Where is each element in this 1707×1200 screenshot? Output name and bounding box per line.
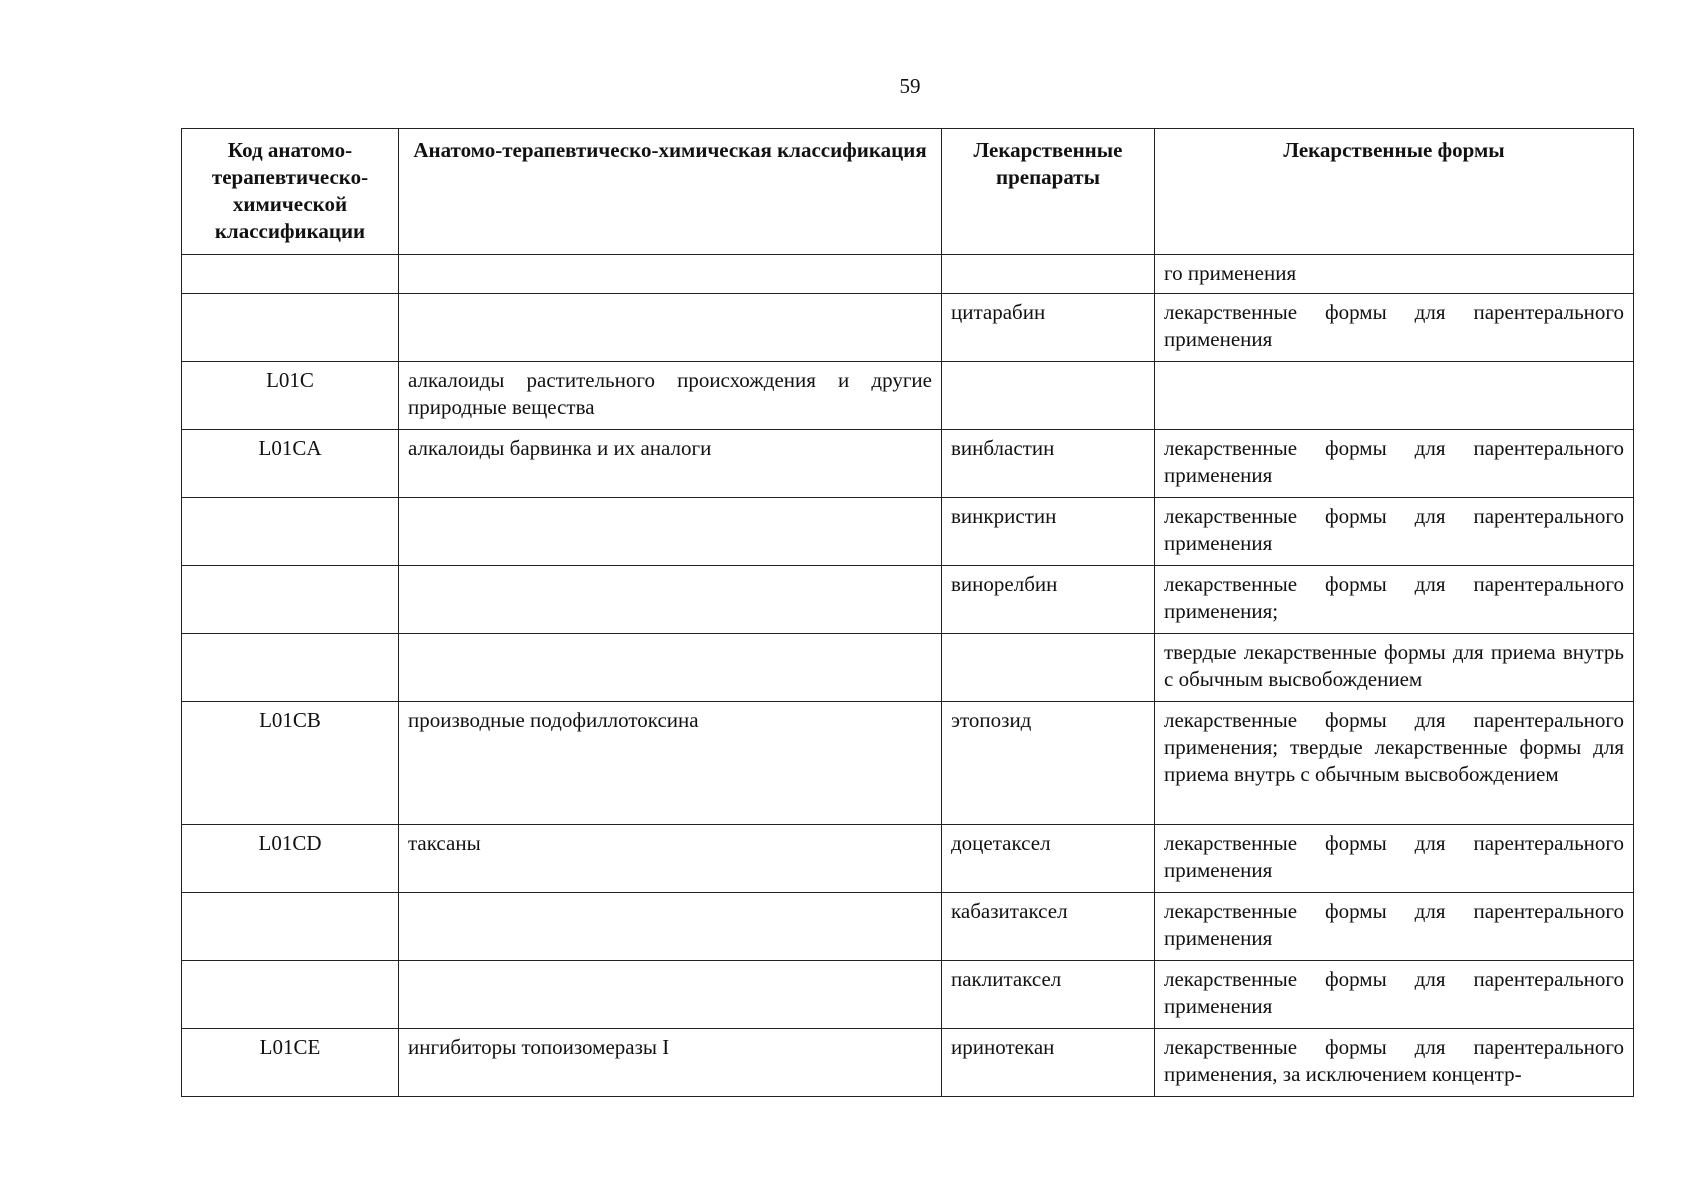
table-row [182,430,1634,498]
cell-classification [399,498,942,566]
cell-code [182,498,399,566]
cell-code [182,566,399,634]
cell-classification [399,893,942,961]
cell-code: L01C [182,362,399,430]
cell-drug [942,255,1155,294]
cell-form: лекарственные формы для парентерального применения; твердые лекарственные формы для приема внутрь с обычным высвобождением [1155,702,1634,825]
table-row [182,294,1634,362]
cell-form: лекарственные формы для парентерального применения [1155,430,1634,498]
cell-form: твердые лекарственные формы для приема внутрь с обычным высвобождением [1155,634,1634,702]
cell-drug: винбластин [942,430,1155,498]
cell-code: L01CD [182,825,399,893]
table-row [182,702,1634,825]
cell-form: лекарственные формы для парентерального применения [1155,825,1634,893]
table-row [182,825,1634,893]
table-row [182,893,1634,961]
header-atc-code: Код анатомо-терапевтическо-химической классификации [182,129,399,255]
cell-code: L01CE [182,1029,399,1097]
cell-drug: иринотекан [942,1029,1155,1097]
table-row [182,255,1634,294]
cell-form: лекарственные формы для парентерального применения; [1155,566,1634,634]
cell-classification [399,255,942,294]
table-row [182,498,1634,566]
cell-drug: паклитаксел [942,961,1155,1029]
page-number: 59 [899,74,921,98]
cell-drug: винкристин [942,498,1155,566]
cell-drug: винорелбин [942,566,1155,634]
cell-code: L01CA [182,430,399,498]
cell-classification [399,961,942,1029]
cell-classification [399,294,942,362]
atc-drug-table [181,128,1634,1097]
cell-code [182,294,399,362]
cell-form [1155,362,1634,430]
header-dosage-forms: Лекарственные формы [1155,129,1634,255]
cell-code [182,961,399,1029]
cell-classification: таксаны [399,825,942,893]
cell-form: го применения [1155,255,1634,294]
table-row [182,961,1634,1029]
cell-drug: этопозид [942,702,1155,825]
table-row [182,362,1634,430]
cell-classification [399,634,942,702]
cell-classification: алкалоиды растительного происхождения и другие природные вещества [399,362,942,430]
cell-code [182,255,399,294]
cell-drug [942,362,1155,430]
cell-form: лекарственные формы для парентерального применения [1155,893,1634,961]
cell-drug [942,634,1155,702]
table-row [182,634,1634,702]
cell-code [182,634,399,702]
cell-form: лекарственные формы для парентерального применения, за исключением концентр- [1155,1029,1634,1097]
cell-classification: производные подофиллотоксина [399,702,942,825]
cell-form: лекарственные формы для парентерального применения [1155,498,1634,566]
cell-form: лекарственные формы для парентерального применения [1155,294,1634,362]
cell-drug: цитарабин [942,294,1155,362]
table-row [182,566,1634,634]
cell-drug: кабазитаксел [942,893,1155,961]
cell-form: лекарственные формы для парентерального применения [1155,961,1634,1029]
cell-classification: ингибиторы топоизомеразы I [399,1029,942,1097]
cell-drug: доцетаксел [942,825,1155,893]
cell-code [182,893,399,961]
cell-code: L01CB [182,702,399,825]
header-drugs: Лекарственные препараты [942,129,1155,255]
table-header-row [182,129,1634,255]
cell-classification [399,566,942,634]
cell-classification: алкалоиды барвинка и их аналоги [399,430,942,498]
header-atc-classification: Анатомо-терапевтическо-химическая классификация [399,129,942,255]
table-row [182,1029,1634,1097]
